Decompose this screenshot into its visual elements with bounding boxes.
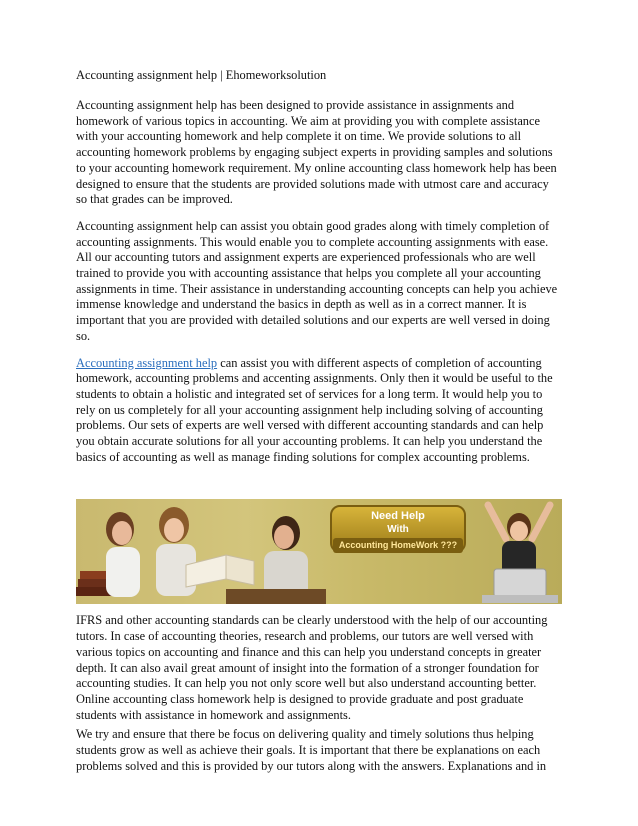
promo-banner-image [76,499,562,604]
document-title: Accounting assignment help | Ehomeworksolution [76,68,327,82]
document-page [76,68,562,786]
badge-line-3: Accounting HomeWork ??? [333,538,463,553]
need-help-badge [330,505,466,553]
paragraph-quality: We try and ensure that there be focus on delivering quality and timely solutions thus helping students grow as well as achieve their goals. It is important that there be explanations on each problems solved and this is provided by our tutors along with the answers. Explanations and in [76,727,547,773]
paragraph-ifrs: IFRS and other accounting standards can be clearly understood with the help of our accounting tutors. In case of accounting theories, research and problems, our tutors are well versed with various topics on accounting and finance and this can help you understand concepts in greater depth. It can also avail great amount of insight into the formation of a stronger foundation for accounting studies. It can help you not only score well but also understand accounting better. Online accounting class homework help is designed to provide graduate and post graduate students with assistance in homework and assignments. [76,613,548,722]
paragraph-grades: Accounting assignment help can assist you obtain good grades along with timely completion of accounting assignments. This would enable you to complete accounting assignments with ease. All our accounting tutors and assignment experts are experienced professionals who are well trained to provide you with accounting assistance that helps you complete all your accounting assignments in time. Their assistance in understanding accounting concepts can help you achieve immense knowledge and understand the basics in depth as well as in a correct manner. It is important that you are provided with detailed solutions and our experts are well versed in doing so. [76,218,558,343]
badge-line-2: With [387,524,409,536]
paragraph-aspects-text: can assist you with different aspects of completion of accounting homework, accounting problems and accenting assignments. Only then it would be useful to the students to obtain a holistic and integrated set of services for a long term. It would help you to rely on us completely for all your accounting assignment help including solving of accounting problems. Our sets of experts are well versed with different accounting standards and can help you obtain accurate solutions for all your accounting problems. It can help you understand the basics of accounting as well as manage finding solutions for complex accounting problems. [76,355,553,464]
paragraph-aspects [76,356,562,466]
cheering-student-illustration [476,499,562,604]
students-illustration [76,499,326,604]
accounting-assignment-help-link[interactable]: Accounting assignment help [76,355,218,370]
badge-line-1: Need Help [371,510,425,523]
paragraph-intro: Accounting assignment help has been designed to provide assistance in assignments and homework of various topics in accounting. We aim at providing you with complete assistance with your accounting homework and help complete it on time. We provide solutions to all accounting homework problems by engaging subject experts in providing samples and solutions to your accounting homework requirement. My online accounting class homework help has been designed to ensure that the students are provided solutions made with utmost care and accuracy so that grades can be improved. [76,98,557,207]
